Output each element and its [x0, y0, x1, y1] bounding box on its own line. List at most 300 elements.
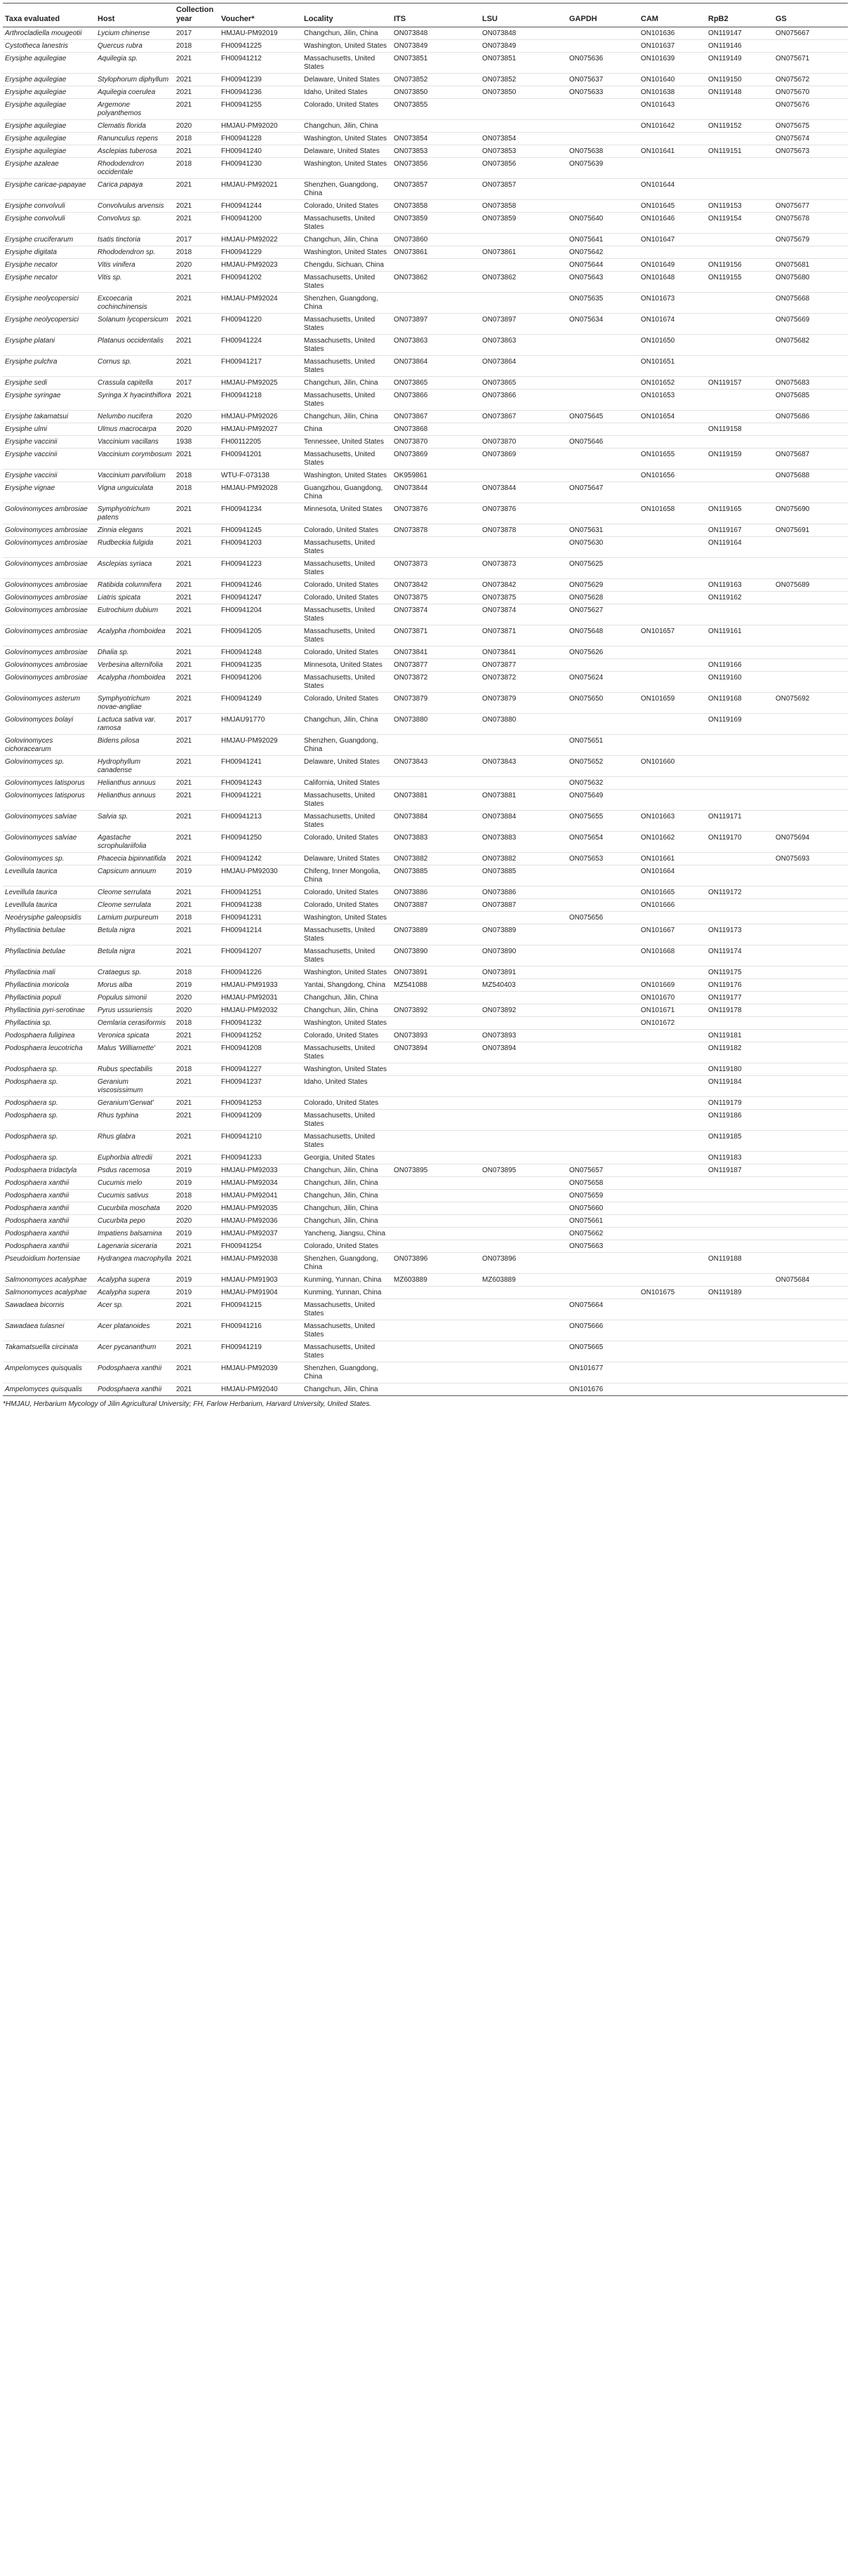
gs-cell: ON075684 — [773, 1274, 848, 1287]
year-cell: 2021 — [174, 356, 219, 377]
taxa-cell: Podosphaera tridactyla — [3, 1164, 95, 1177]
taxa-cell: Golovinomyces ambrosiae — [3, 659, 95, 672]
lsu-cell: ON073894 — [480, 1042, 567, 1063]
gapdh-cell: ON075628 — [567, 592, 639, 604]
its-cell: ON073862 — [392, 272, 480, 293]
its-cell: ON073883 — [392, 832, 480, 853]
rpb2-cell: ON119158 — [706, 423, 773, 436]
voucher-cell: FH00941241 — [219, 756, 302, 777]
cam-cell — [639, 1299, 706, 1320]
host-cell: Vigna unguiculata — [95, 482, 174, 503]
table-row — [3, 1177, 848, 1190]
table-row — [3, 899, 848, 912]
year-cell: 2021 — [174, 1131, 219, 1152]
host-cell: Rhus glabra — [95, 1131, 174, 1152]
gs-cell — [773, 1004, 848, 1017]
lsu-cell — [480, 735, 567, 756]
gapdh-cell: ON075653 — [567, 853, 639, 865]
host-cell: Acalypha supera — [95, 1287, 174, 1299]
year-cell: 2021 — [174, 1097, 219, 1110]
voucher-cell: HMJAU-PM92041 — [219, 1190, 302, 1202]
gapdh-cell — [567, 99, 639, 120]
its-cell: ON073848 — [392, 27, 480, 40]
table-row — [3, 1110, 848, 1131]
taxa-cell: Leveillula taurica — [3, 887, 95, 899]
locality-cell: Washington, United States — [302, 40, 392, 53]
taxa-cell: Erysiphe aquilegiae — [3, 74, 95, 86]
table-row — [3, 314, 848, 335]
voucher-cell: FH00941234 — [219, 503, 302, 524]
gapdh-cell: ON075663 — [567, 1240, 639, 1253]
lsu-cell: ON073887 — [480, 899, 567, 912]
lsu-cell: ON073842 — [480, 579, 567, 592]
host-cell: Betula nigra — [95, 945, 174, 967]
cam-cell: ON101671 — [639, 1004, 706, 1017]
its-cell — [392, 735, 480, 756]
host-cell: Syringa X hyacinthiflora — [95, 390, 174, 411]
locality-cell: Massachusetts, United States — [302, 1320, 392, 1341]
cam-cell: ON101669 — [639, 979, 706, 992]
year-cell: 2021 — [174, 592, 219, 604]
its-cell: ON073849 — [392, 40, 480, 53]
taxa-cell: Erysiphe vaccinii — [3, 470, 95, 482]
table-row — [3, 524, 848, 537]
gs-cell: ON075688 — [773, 470, 848, 482]
taxa-cell: Golovinomyces ambrosiae — [3, 604, 95, 625]
year-cell: 2021 — [174, 790, 219, 811]
table-row — [3, 335, 848, 356]
voucher-cell: HMJAU-PM92035 — [219, 1202, 302, 1215]
locality-cell: Yantai, Shangdong, China — [302, 979, 392, 992]
cam-cell: ON101650 — [639, 335, 706, 356]
lsu-cell — [480, 777, 567, 790]
cam-cell: ON101660 — [639, 756, 706, 777]
gs-cell — [773, 1190, 848, 1202]
its-cell — [392, 1228, 480, 1240]
its-cell: ON073881 — [392, 790, 480, 811]
taxa-cell: Golovinomyces ambrosiae — [3, 537, 95, 558]
locality-cell: Kunming, Yunnan, China — [302, 1287, 392, 1299]
year-cell: 2021 — [174, 659, 219, 672]
gapdh-cell — [567, 120, 639, 133]
sequence-table — [3, 3, 848, 1396]
table-row — [3, 259, 848, 272]
year-cell: 2021 — [174, 390, 219, 411]
cam-cell: ON101646 — [639, 213, 706, 234]
host-cell: Argemone polyanthemos — [95, 99, 174, 120]
rpb2-cell: ON119147 — [706, 27, 773, 40]
locality-cell: Massachusetts, United States — [302, 1299, 392, 1320]
locality-cell: Washington, United States — [302, 912, 392, 924]
rpb2-cell — [706, 735, 773, 756]
gs-cell — [773, 714, 848, 735]
lsu-cell: ON073856 — [480, 158, 567, 179]
locality-cell: Massachusetts, United States — [302, 53, 392, 74]
lsu-cell — [480, 1076, 567, 1097]
lsu-cell — [480, 259, 567, 272]
gapdh-cell: ON075646 — [567, 436, 639, 449]
gs-cell — [773, 1253, 848, 1274]
gs-cell — [773, 558, 848, 579]
voucher-cell: FH00941240 — [219, 145, 302, 158]
column-header: Voucher* — [219, 4, 302, 27]
its-cell: ON073895 — [392, 1164, 480, 1177]
gs-cell — [773, 945, 848, 967]
cam-cell — [639, 790, 706, 811]
host-cell: Lycium chinense — [95, 27, 174, 40]
locality-cell: Massachusetts, United States — [302, 356, 392, 377]
voucher-cell: FH00941236 — [219, 86, 302, 99]
its-cell: ON073876 — [392, 503, 480, 524]
gapdh-cell: ON101676 — [567, 1383, 639, 1396]
lsu-cell: ON073893 — [480, 1030, 567, 1042]
voucher-cell: HMJAU-PM92037 — [219, 1228, 302, 1240]
lsu-cell: ON073843 — [480, 756, 567, 777]
locality-cell: Changchun, Jilin, China — [302, 1215, 392, 1228]
table-row — [3, 1383, 848, 1396]
taxa-cell: Erysiphe sedi — [3, 377, 95, 390]
voucher-cell: HMJAU-PM92028 — [219, 482, 302, 503]
taxa-cell: Golovinomyces ambrosiae — [3, 625, 95, 646]
lsu-cell: ON073863 — [480, 335, 567, 356]
table-row — [3, 293, 848, 314]
voucher-cell: FH00941208 — [219, 1042, 302, 1063]
its-cell — [392, 1017, 480, 1030]
cam-cell — [639, 537, 706, 558]
gapdh-cell — [567, 27, 639, 40]
gapdh-cell: ON075644 — [567, 259, 639, 272]
rpb2-cell — [706, 756, 773, 777]
year-cell: 2021 — [174, 899, 219, 912]
cam-cell: ON101672 — [639, 1017, 706, 1030]
lsu-cell — [480, 1017, 567, 1030]
year-cell: 2019 — [174, 1164, 219, 1177]
voucher-cell: FH00941246 — [219, 579, 302, 592]
year-cell: 2020 — [174, 423, 219, 436]
rpb2-cell: ON119166 — [706, 659, 773, 672]
column-header: Collection year — [174, 4, 219, 27]
gapdh-cell: ON075648 — [567, 625, 639, 646]
lsu-cell: ON073874 — [480, 604, 567, 625]
gs-cell: ON075679 — [773, 234, 848, 246]
table-row — [3, 1076, 848, 1097]
year-cell: 2018 — [174, 967, 219, 979]
its-cell: ON073855 — [392, 99, 480, 120]
host-cell: Rhus typhina — [95, 1110, 174, 1131]
gs-cell — [773, 1017, 848, 1030]
column-header: Host — [95, 4, 174, 27]
year-cell: 2020 — [174, 259, 219, 272]
year-cell: 2021 — [174, 735, 219, 756]
gs-cell: ON075683 — [773, 377, 848, 390]
locality-cell: Changchun, Jilin, China — [302, 377, 392, 390]
taxa-cell: Podosphaera sp. — [3, 1152, 95, 1164]
table-row — [3, 579, 848, 592]
cam-cell — [639, 646, 706, 659]
cam-cell: ON101641 — [639, 145, 706, 158]
cam-cell — [639, 1240, 706, 1253]
locality-cell: Shenzhen, Guangdong, China — [302, 293, 392, 314]
voucher-cell: HMJAU-PM92020 — [219, 120, 302, 133]
rpb2-cell: ON119154 — [706, 213, 773, 234]
its-cell — [392, 1202, 480, 1215]
rpb2-cell: ON119164 — [706, 537, 773, 558]
gapdh-cell — [567, 887, 639, 899]
year-cell: 2021 — [174, 1341, 219, 1362]
gs-cell: ON075685 — [773, 390, 848, 411]
taxa-cell: Neoérysiphe galeopsidis — [3, 912, 95, 924]
gs-cell — [773, 1076, 848, 1097]
column-header: ITS — [392, 4, 480, 27]
cam-cell — [639, 1131, 706, 1152]
gapdh-cell — [567, 1287, 639, 1299]
locality-cell: Colorado, United States — [302, 693, 392, 714]
its-cell: OK959861 — [392, 470, 480, 482]
rpb2-cell: ON119167 — [706, 524, 773, 537]
year-cell: 2017 — [174, 27, 219, 40]
lsu-cell: ON073870 — [480, 436, 567, 449]
locality-cell: Georgia, United States — [302, 1152, 392, 1164]
voucher-cell: FH00941204 — [219, 604, 302, 625]
year-cell: 2020 — [174, 992, 219, 1004]
lsu-cell — [480, 1097, 567, 1110]
its-cell: ON073890 — [392, 945, 480, 967]
table-row — [3, 470, 848, 482]
year-cell: 2021 — [174, 1253, 219, 1274]
its-cell: ON073841 — [392, 646, 480, 659]
lsu-cell: ON073844 — [480, 482, 567, 503]
host-cell: Acalypha rhomboidea — [95, 625, 174, 646]
year-cell: 2021 — [174, 1042, 219, 1063]
voucher-cell: FH00941225 — [219, 40, 302, 53]
rpb2-cell: ON119156 — [706, 259, 773, 272]
rpb2-cell — [706, 1017, 773, 1030]
gapdh-cell: ON075650 — [567, 693, 639, 714]
year-cell: 2021 — [174, 1110, 219, 1131]
year-cell: 2019 — [174, 979, 219, 992]
gs-cell — [773, 1215, 848, 1228]
locality-cell: Changchun, Jilin, China — [302, 992, 392, 1004]
year-cell: 2021 — [174, 625, 219, 646]
table-row — [3, 272, 848, 293]
year-cell: 2018 — [174, 246, 219, 259]
taxa-cell: Golovinomyces salviae — [3, 811, 95, 832]
voucher-cell: FH00941223 — [219, 558, 302, 579]
its-cell — [392, 1320, 480, 1341]
year-cell: 2019 — [174, 1228, 219, 1240]
locality-cell: Colorado, United States — [302, 524, 392, 537]
gapdh-cell — [567, 865, 639, 887]
lsu-cell — [480, 1320, 567, 1341]
taxa-cell: Salmonomyces acalyphae — [3, 1287, 95, 1299]
table-row — [3, 756, 848, 777]
locality-cell: Changchun, Jilin, China — [302, 1383, 392, 1396]
voucher-cell: HMJAU-PM92027 — [219, 423, 302, 436]
locality-cell: Colorado, United States — [302, 887, 392, 899]
voucher-cell: FH00941224 — [219, 335, 302, 356]
table-row — [3, 790, 848, 811]
cam-cell: ON101645 — [639, 200, 706, 213]
gapdh-cell — [567, 179, 639, 200]
its-cell: ON073884 — [392, 811, 480, 832]
table-row — [3, 832, 848, 853]
cam-cell: ON101665 — [639, 887, 706, 899]
host-cell: Cucurbita pepo — [95, 1215, 174, 1228]
locality-cell: Changchun, Jilin, China — [302, 1177, 392, 1190]
taxa-cell: Erysiphe platani — [3, 335, 95, 356]
table-row — [3, 1030, 848, 1042]
cam-cell: ON101653 — [639, 390, 706, 411]
cam-cell — [639, 1097, 706, 1110]
gs-cell — [773, 865, 848, 887]
cam-cell — [639, 1215, 706, 1228]
locality-cell: Shenzhen, Guangdong, China — [302, 1253, 392, 1274]
its-cell — [392, 1383, 480, 1396]
lsu-cell: ON073841 — [480, 646, 567, 659]
cam-cell — [639, 133, 706, 145]
voucher-cell: FH00941219 — [219, 1341, 302, 1362]
year-cell: 2019 — [174, 865, 219, 887]
taxa-cell: Podosphaera sp. — [3, 1097, 95, 1110]
its-cell: MZ541088 — [392, 979, 480, 992]
table-row — [3, 979, 848, 992]
cam-cell: ON101656 — [639, 470, 706, 482]
rpb2-cell — [706, 234, 773, 246]
table-row — [3, 1152, 848, 1164]
gapdh-cell: ON075635 — [567, 293, 639, 314]
lsu-cell — [480, 1362, 567, 1383]
year-cell: 2021 — [174, 579, 219, 592]
year-cell: 2021 — [174, 213, 219, 234]
gapdh-cell: ON075660 — [567, 1202, 639, 1215]
gapdh-cell: ON075656 — [567, 912, 639, 924]
rpb2-cell — [706, 646, 773, 659]
gapdh-cell — [567, 1042, 639, 1063]
gapdh-cell: ON075629 — [567, 579, 639, 592]
lsu-cell: ON073883 — [480, 832, 567, 853]
voucher-cell: FH00941213 — [219, 811, 302, 832]
voucher-cell: HMJAU-PM92034 — [219, 1177, 302, 1190]
its-cell — [392, 1063, 480, 1076]
gs-cell: ON075672 — [773, 74, 848, 86]
rpb2-cell: ON119170 — [706, 832, 773, 853]
locality-cell: Washington, United States — [302, 133, 392, 145]
gapdh-cell — [567, 470, 639, 482]
its-cell: ON073886 — [392, 887, 480, 899]
host-cell: Acalypha supera — [95, 1274, 174, 1287]
voucher-cell: FH00941221 — [219, 790, 302, 811]
taxa-cell: Erysiphe necator — [3, 259, 95, 272]
rpb2-cell: ON119189 — [706, 1287, 773, 1299]
host-cell: Aquilegia sp. — [95, 53, 174, 74]
its-cell: ON073892 — [392, 1004, 480, 1017]
its-cell — [392, 1362, 480, 1383]
gs-cell: ON075678 — [773, 213, 848, 234]
its-cell: ON073850 — [392, 86, 480, 99]
host-cell: Crataegus sp. — [95, 967, 174, 979]
gs-cell: ON075667 — [773, 27, 848, 40]
rpb2-cell: ON119146 — [706, 40, 773, 53]
its-cell: MZ603889 — [392, 1274, 480, 1287]
gapdh-cell: ON075630 — [567, 537, 639, 558]
its-cell: ON073875 — [392, 592, 480, 604]
year-cell: 2021 — [174, 1152, 219, 1164]
rpb2-cell: ON119151 — [706, 145, 773, 158]
its-cell: ON073854 — [392, 133, 480, 145]
year-cell: 2021 — [174, 672, 219, 693]
gs-cell — [773, 537, 848, 558]
lsu-cell: ON073890 — [480, 945, 567, 967]
its-cell: ON073870 — [392, 436, 480, 449]
year-cell: 2020 — [174, 120, 219, 133]
year-cell: 2021 — [174, 1299, 219, 1320]
locality-cell: Colorado, United States — [302, 1097, 392, 1110]
its-cell: ON073877 — [392, 659, 480, 672]
lsu-cell: ON073875 — [480, 592, 567, 604]
cam-cell — [639, 1202, 706, 1215]
host-cell: Oemlaria cerasiformis — [95, 1017, 174, 1030]
host-cell: Symphyotrichum patens — [95, 503, 174, 524]
cam-cell — [639, 1253, 706, 1274]
voucher-cell: FH00941205 — [219, 625, 302, 646]
locality-cell: Changchun, Jilin, China — [302, 714, 392, 735]
host-cell: Malus 'Williamette' — [95, 1042, 174, 1063]
host-cell: Nelumbo nucifera — [95, 411, 174, 423]
gapdh-cell: ON075639 — [567, 158, 639, 179]
host-cell: Pyrus ussuriensis — [95, 1004, 174, 1017]
its-cell: ON073896 — [392, 1253, 480, 1274]
rpb2-cell — [706, 314, 773, 335]
lsu-cell: ON073857 — [480, 179, 567, 200]
lsu-cell: ON073871 — [480, 625, 567, 646]
host-cell: Dhalia sp. — [95, 646, 174, 659]
locality-cell: Chifeng, Inner Mongolia, China — [302, 865, 392, 887]
table-row — [3, 1215, 848, 1228]
gapdh-cell: ON075637 — [567, 74, 639, 86]
rpb2-cell — [706, 411, 773, 423]
table-row — [3, 659, 848, 672]
voucher-cell: HMJAU-PM92030 — [219, 865, 302, 887]
locality-cell: Massachusetts, United States — [302, 213, 392, 234]
rpb2-cell: ON119176 — [706, 979, 773, 992]
gapdh-cell: ON075640 — [567, 213, 639, 234]
host-cell: Symphyotrichum novae-angliae — [95, 693, 174, 714]
its-cell: ON073868 — [392, 423, 480, 436]
its-cell — [392, 1131, 480, 1152]
voucher-cell: HMJAU-PM92021 — [219, 179, 302, 200]
taxa-cell: Phyllactinia betulae — [3, 945, 95, 967]
host-cell: Lagenaria siceraria — [95, 1240, 174, 1253]
rpb2-cell: ON119188 — [706, 1253, 773, 1274]
its-cell: ON073885 — [392, 865, 480, 887]
rpb2-cell: ON119169 — [706, 714, 773, 735]
voucher-cell: FH00941229 — [219, 246, 302, 259]
cam-cell — [639, 1228, 706, 1240]
locality-cell: Massachusetts, United States — [302, 924, 392, 945]
host-cell: Cucumis sativus — [95, 1190, 174, 1202]
rpb2-cell — [706, 1228, 773, 1240]
its-cell: ON073860 — [392, 234, 480, 246]
lsu-cell: MZ540403 — [480, 979, 567, 992]
voucher-cell: FH00941243 — [219, 777, 302, 790]
its-cell: ON073843 — [392, 756, 480, 777]
locality-cell: Massachusetts, United States — [302, 604, 392, 625]
table-row — [3, 1274, 848, 1287]
lsu-cell: ON073854 — [480, 133, 567, 145]
locality-cell: Shenzhen, Guangdong, China — [302, 1362, 392, 1383]
gs-cell: ON075673 — [773, 145, 848, 158]
lsu-cell: ON073892 — [480, 1004, 567, 1017]
